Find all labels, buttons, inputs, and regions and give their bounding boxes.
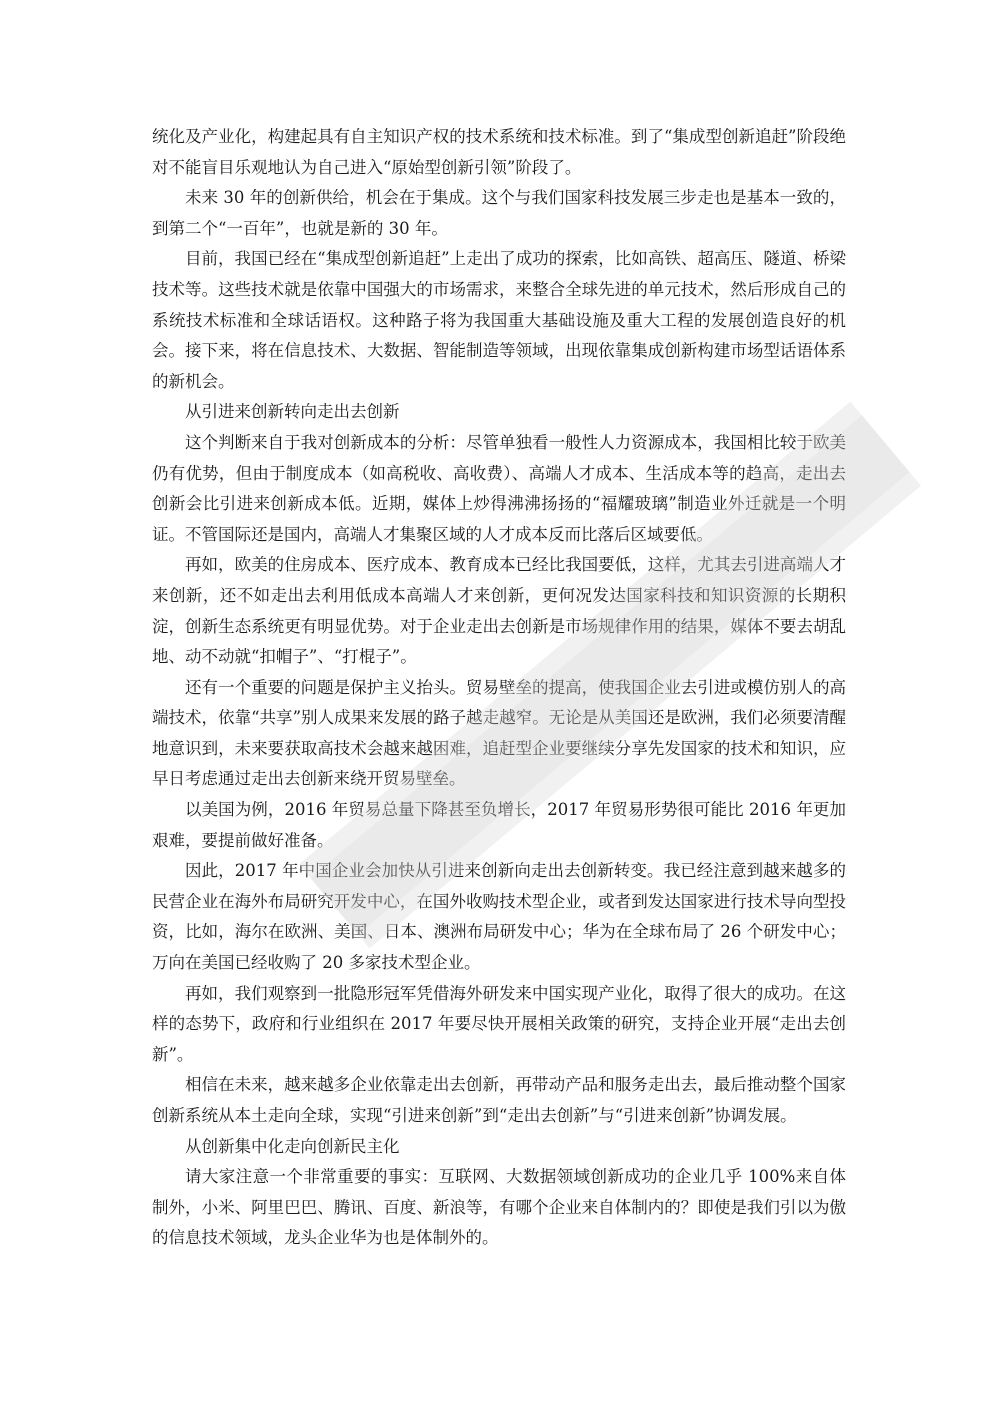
- paragraph: 未来 30 年的创新供给，机会在于集成。这个与我们国家科技发展三步走也是基本一致的，到第二个“一百年”，也就是新的 30 年。: [152, 188, 846, 238]
- paragraph: 相信在未来，越来越多企业依靠走出去创新，再带动产品和服务走出去，最后推动整个国家创新系统从本土走向全球，实现“引进来创新”到“走出去创新”与“引进来创新”协调发展。: [152, 1075, 846, 1125]
- paragraph: 以美国为例，2016 年贸易总量下降甚至负增长，2017 年贸易形势很可能比 2016 年更加艰难，要提前做好准备。: [152, 800, 846, 850]
- paragraph: 请大家注意一个非常重要的事实：互联网、大数据领域创新成功的企业几乎 100%来自体制外，小米、阿里巴巴、腾讯、百度、新浪等，有哪个企业来自体制内的？即使是我们引以为傲的信息技术领域，龙头企业华为也是体制外的。: [152, 1167, 846, 1248]
- paragraph: 统化及产业化，构建起具有自主知识产权的技术系统和技术标准。到了“集成型创新追赶”阶段绝对不能盲目乐观地认为自己进入“原始型创新引领”阶段了。: [152, 127, 846, 177]
- body-text: [152, 122, 846, 1254]
- section-heading: 从创新集中化走向创新民主化: [185, 1136, 400, 1156]
- paragraph: 因此，2017 年中国企业会加快从引进来创新向走出去创新转变。我已经注意到越来越多的民营企业在海外布局研究开发中心，在国外收购技术型企业，或者到发达国家进行技术导向型投资，比如，海尔在欧洲、美国、日本、澳洲布局研发中心；华为在全球布局了 26 个研发中心；万向在美国已经收购了 20 多家技术型企业。: [152, 861, 846, 973]
- paragraph: 再如，我们观察到一批隐形冠军凭借海外研发来中国实现产业化，取得了很大的成功。在这样的态势下，政府和行业组织在 2017 年要尽快开展相关政策的研究，支持企业开展“走出去创新”。: [152, 983, 846, 1064]
- paragraph: 再如，欧美的住房成本、医疗成本、教育成本已经比我国要低，这样，尤其去引进高端人才来创新，还不如走出去利用低成本高端人才来创新，更何况发达国家科技和知识资源的长期积淀，创新生态系统更有明显优势。对于企业走出去创新是市场规律作用的结果，媒体不要去胡乱地、动不动就“扣帽子”、“打棍子”。: [152, 555, 846, 667]
- paragraph: 这个判断来自于我对创新成本的分析：尽管单独看一般性人力资源成本，我国相比较于欧美仍有优势，但由于制度成本（如高税收、高收费）、高端人才成本、生活成本等的趋高，走出去创新会比引进来创新成本低。近期，媒体上炒得沸沸扬扬的“福耀玻璃”制造业外迁就是一个明证。不管国际还是国内，高端人才集聚区域的人才成本反而比落后区域要低。: [152, 432, 846, 544]
- paragraph: 还有一个重要的问题是保护主义抬头。贸易壁垒的提高，使我国企业去引进或模仿别人的高端技术，依靠“共享”别人成果来发展的路子越走越窄。无论是从美国还是欧洲，我们必须要清醒地意识到，未来要获取高技术会越来越困难，追赶型企业要继续分享先发国家的技术和知识，应早日考虑通过走出去创新来绕开贸易壁垒。: [152, 677, 846, 789]
- paragraph: 目前，我国已经在“集成型创新追赶”上走出了成功的探索，比如高铁、超高压、隧道、桥梁技术等。这些技术就是依靠中国强大的市场需求，来整合全球先进的单元技术，然后形成自己的系统技术标准和全球话语权。这种路子将为我国重大基础设施及重大工程的发展创造良好的机会。接下来，将在信息技术、大数据、智能制造等领域，出现依靠集成创新构建市场型话语体系的新机会。: [152, 249, 846, 391]
- section-heading: 从引进来创新转向走出去创新: [185, 402, 400, 422]
